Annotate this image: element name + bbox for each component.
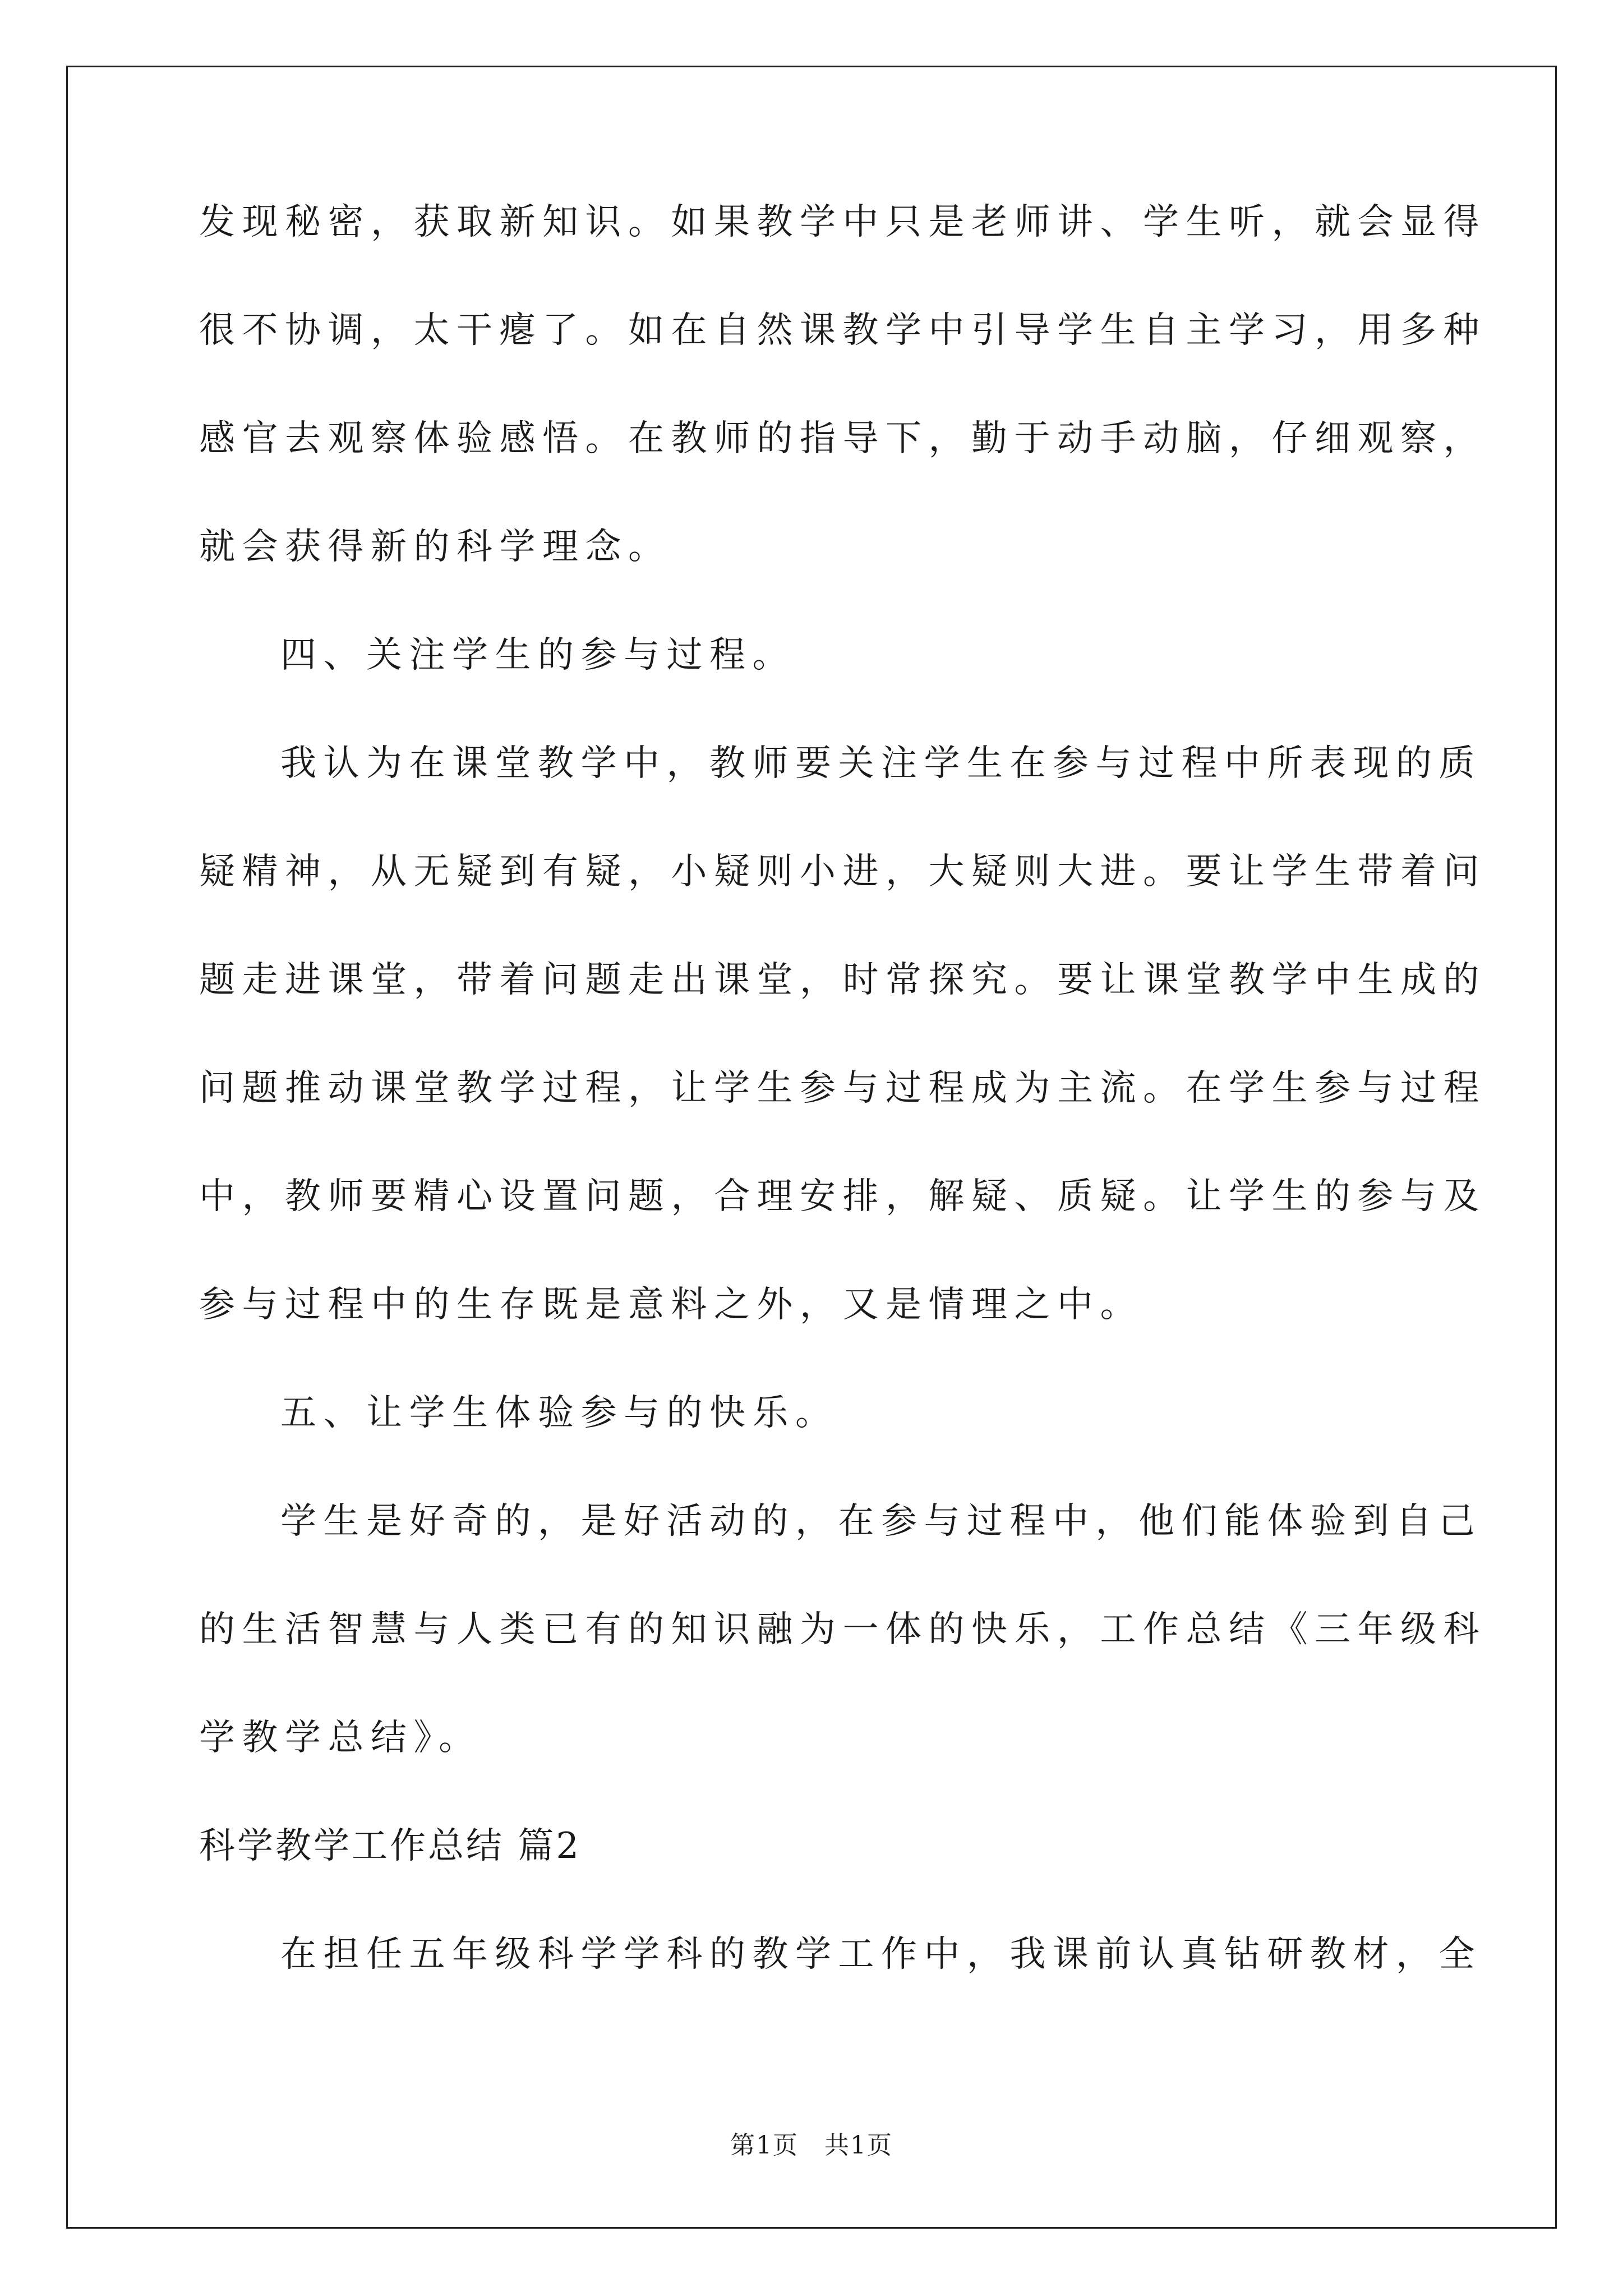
paragraph-line: 问题推动课堂教学过程，让学生参与过程成为主流。在学生参与过程 — [199, 1068, 1486, 1109]
section-heading: 五、让学生体验参与的快乐。 — [280, 1392, 838, 1434]
article-heading: 科学教学工作总结 篇2 — [199, 1825, 582, 1867]
section-heading: 四、关注学生的参与过程。 — [280, 634, 795, 676]
paragraph-line: 我认为在课堂教学中，教师要关注学生在参与过程中所表现的质 — [280, 743, 1482, 784]
paragraph-line: 学生是好奇的，是好活动的，在参与过程中，他们能体验到自己 — [280, 1501, 1482, 1542]
paragraph-line: 的生活智慧与人类已有的知识融为一体的快乐，工作总结《三年级科 — [199, 1609, 1486, 1650]
page-footer: 第1页 共1页 — [730, 2131, 893, 2160]
document-body — [199, 201, 1486, 2042]
paragraph-line: 中，教师要精心设置问题，合理安排，解疑、质疑。让学生的参与及 — [199, 1176, 1486, 1217]
paragraph-line: 很不协调，太干瘪了。如在自然课教学中引导学生自主学习，用多种 — [199, 310, 1486, 351]
paragraph-line: 学教学总结》。 — [199, 1717, 482, 1759]
paragraph-line: 就会获得新的科学理念。 — [199, 526, 671, 568]
paragraph-line: 在担任五年级科学学科的教学工作中，我课前认真钻研教材，全 — [280, 1934, 1482, 1975]
paragraph-line: 发现秘密，获取新知识。如果教学中只是老师讲、学生听，就会显得 — [199, 201, 1486, 243]
paragraph-line: 参与过程中的生存既是意料之外，又是情理之中。 — [199, 1284, 1143, 1326]
paragraph-line: 题走进课堂，带着问题走出课堂，时常探究。要让课堂教学中生成的 — [199, 959, 1486, 1001]
paragraph-line: 感官去观察体验感悟。在教师的指导下，勤于动手动脑，仔细观察， — [199, 418, 1486, 459]
paragraph-line: 疑精神，从无疑到有疑，小疑则小进，大疑则大进。要让学生带着问 — [199, 851, 1486, 892]
